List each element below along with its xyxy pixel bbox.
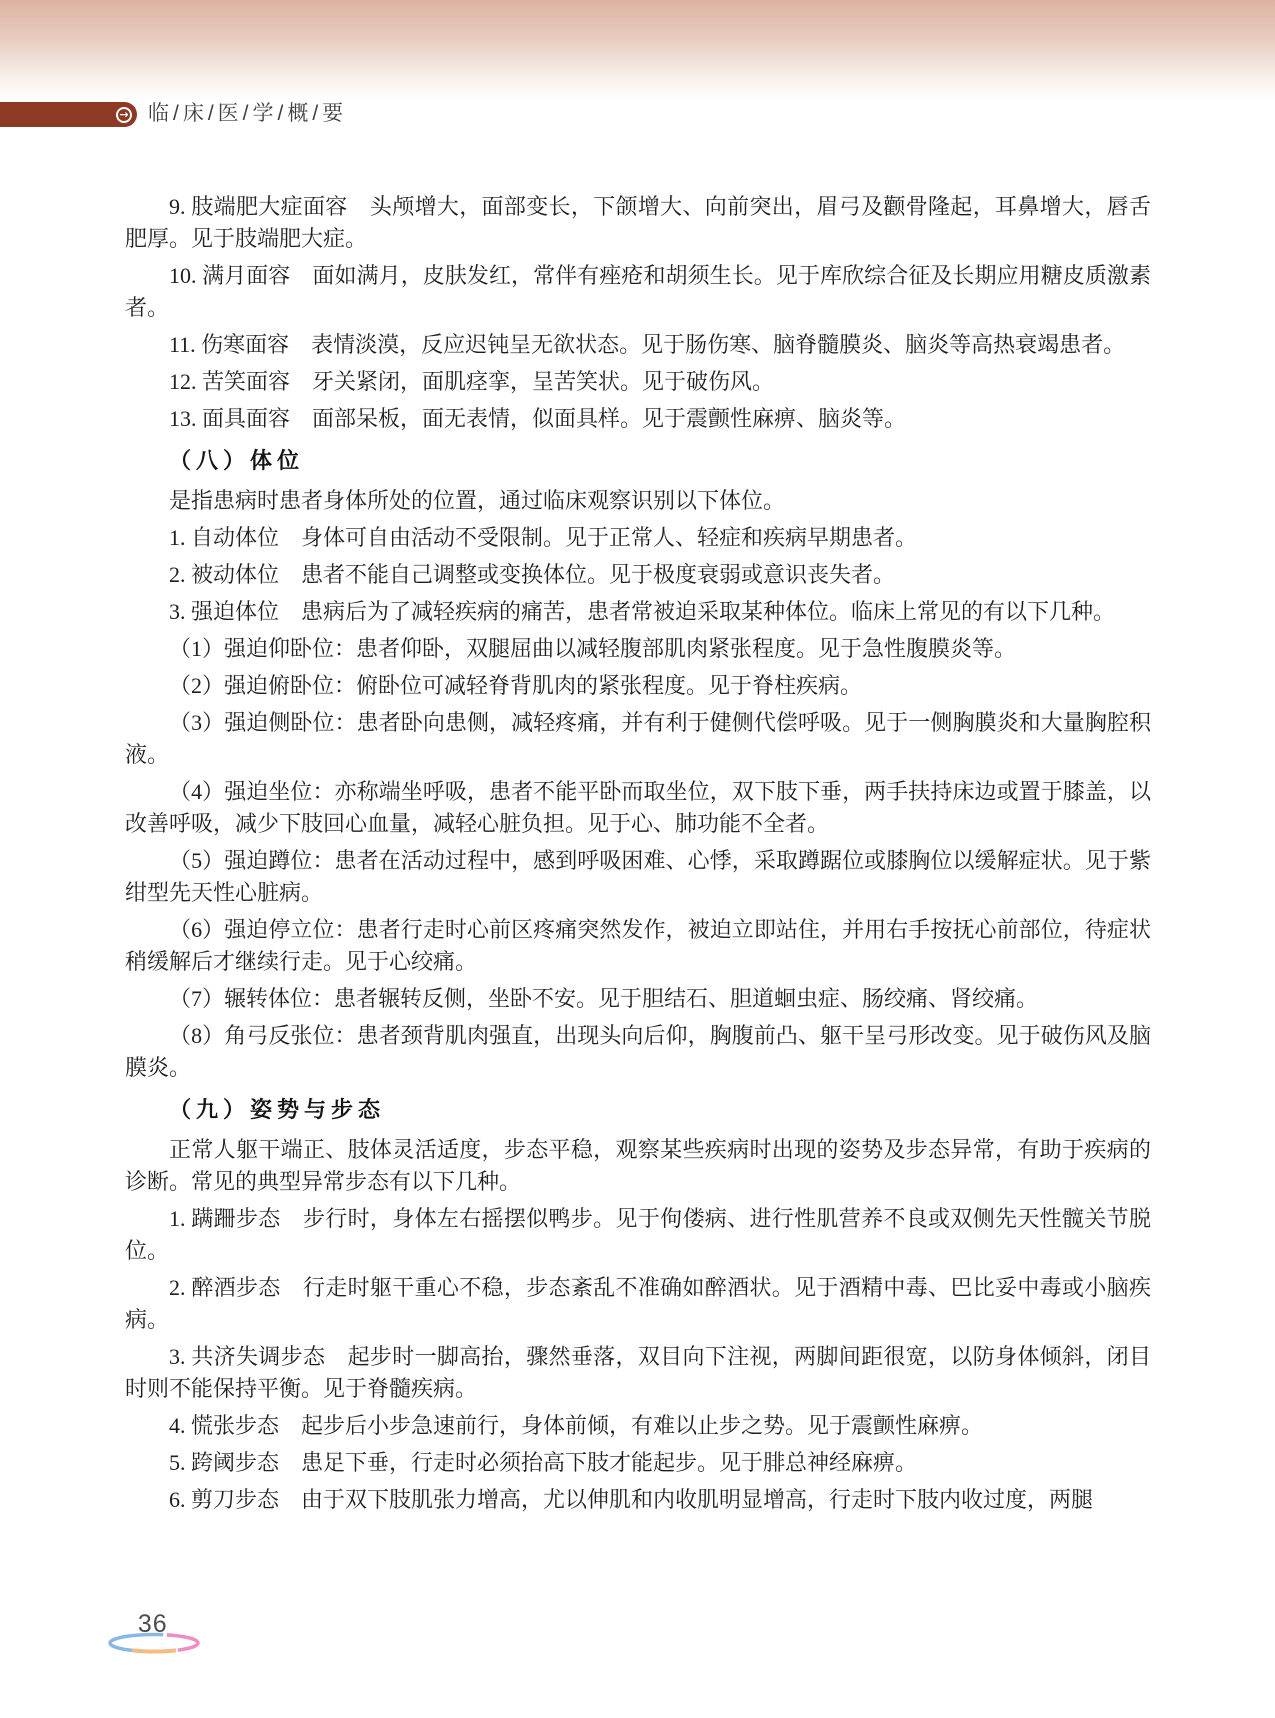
paragraph: 2. 醉酒步态 行走时躯干重心不稳，步态紊乱不准确如醉酒状。见于酒精中毒、巴比妥中毒或小脑疾病。 — [125, 1275, 1151, 1332]
section-heading-body-position: （八）体位 — [169, 448, 305, 473]
paragraph: 3. 共济失调步态 起步时一脚高抬，骤然垂落，双目向下注视，两脚间距很宽，以防身体倾斜，闭目时则不能保持平衡。见于脊髓疾病。 — [125, 1344, 1151, 1401]
paragraph: 10. 满月面容 面如满月，皮肤发红，常伴有痤疮和胡须生长。见于库欣综合征及长期应用糖皮质激素者。 — [125, 263, 1151, 320]
paragraph: 13. 面具面容 面部呆板，面无表情，似面具样。见于震颤性麻痹、脑炎等。 — [169, 406, 907, 431]
running-head-title: 临/床/医/学/概/要 — [148, 102, 348, 125]
paragraph: 3. 强迫体位 患病后为了减轻疾病的痛苦，患者常被迫采取某种体位。临床上常见的有以下几种。 — [169, 599, 1116, 624]
paragraph: 是指患病时患者身体所处的位置，通过临床观察识别以下体位。 — [169, 488, 786, 513]
paragraph: 12. 苦笑面容 牙关紧闭，面肌痉挛，呈苦笑状。见于破伤风。 — [169, 369, 775, 394]
paragraph: 9. 肢端肥大症面容 头颅增大，面部变长，下颌增大、向前突出，眉弓及颧骨隆起，耳鼻增大，唇舌肥厚。见于肢端肥大症。 — [125, 194, 1151, 251]
paragraph: 6. 剪刀步态 由于双下肢肌张力增高，尤以伸肌和内收肌明显增高，行走时下肢内收过度，两腿 — [169, 1487, 1094, 1512]
page-number-block — [106, 1610, 202, 1654]
paragraph: （6）强迫停立位：患者行走时心前区疼痛突然发作，被迫立即站住，并用右手按抚心前部位，待症状稍缓解后才继续行走。见于心绞痛。 — [125, 917, 1151, 974]
paragraph: 1. 蹒跚步态 步行时，身体左右摇摆似鸭步。见于佝偻病、进行性肌营养不良或双侧先天性髋关节脱位。 — [125, 1206, 1151, 1263]
paragraph: 11. 伤寒面容 表情淡漠，反应迟钝呈无欲状态。见于肠伤寒、脑脊髓膜炎、脑炎等高热衰竭患者。 — [169, 332, 1126, 357]
paragraph: （1）强迫仰卧位：患者仰卧，双腿屈曲以减轻腹部肌肉紧张程度。见于急性腹膜炎等。 — [169, 636, 1017, 661]
paragraph: （3）强迫侧卧位：患者卧向患侧，减轻疼痛，并有利于健侧代偿呼吸。见于一侧胸膜炎和大量胸腔积液。 — [125, 710, 1151, 767]
paragraph: （8）角弓反张位：患者颈背肌肉强直，出现头向后仰，胸腹前凸、躯干呈弓形改变。见于破伤风及脑膜炎。 — [125, 1023, 1151, 1080]
paragraph: 1. 自动体位 身体可自由活动不受限制。见于正常人、轻症和疾病早期患者。 — [169, 525, 918, 550]
paragraph: （7）辗转体位：患者辗转反侧，坐卧不安。见于胆结石、胆道蛔虫症、肠绞痛、肾绞痛。 — [169, 986, 1039, 1011]
chapter-tab-bar — [0, 102, 137, 127]
paragraph: 正常人躯干端正、肢体灵活适度，步态平稳，观察某些疾病时出现的姿势及步态异常，有助于疾病的诊断。常见的典型异常步态有以下几种。 — [125, 1137, 1151, 1194]
paragraph: 5. 跨阈步态 患足下垂，行走时必须抬高下肢才能起步。见于腓总神经麻痹。 — [169, 1450, 918, 1475]
paragraph: 4. 慌张步态 起步后小步急速前行，身体前倾，有难以止步之势。见于震颤性麻痹。 — [169, 1413, 984, 1438]
paragraph: 2. 被动体位 患者不能自己调整或变换体位。见于极度衰弱或意识丧失者。 — [169, 562, 896, 587]
header-gradient-band — [0, 0, 1275, 100]
arrow-right-icon: → — [116, 107, 132, 123]
section-heading-posture-gait: （九）姿势与步态 — [169, 1097, 386, 1122]
paragraph: （2）强迫俯卧位：俯卧位可减轻脊背肌肉的紧张程度。见于脊柱疾病。 — [169, 673, 863, 698]
paragraph: （5）强迫蹲位：患者在活动过程中，感到呼吸困难、心悸，采取蹲踞位或膝胸位以缓解症状。见于紫绀型先天性心脏病。 — [125, 848, 1151, 905]
body-content — [125, 186, 1151, 1521]
page-number: 36 — [137, 1610, 168, 1638]
paragraph: （4）强迫坐位：亦称端坐呼吸，患者不能平卧而取坐位，双下肢下垂，两手扶持床边或置于膝盖，以改善呼吸，减少下肢回心血量，减轻心脏负担。见于心、肺功能不全者。 — [125, 779, 1151, 836]
